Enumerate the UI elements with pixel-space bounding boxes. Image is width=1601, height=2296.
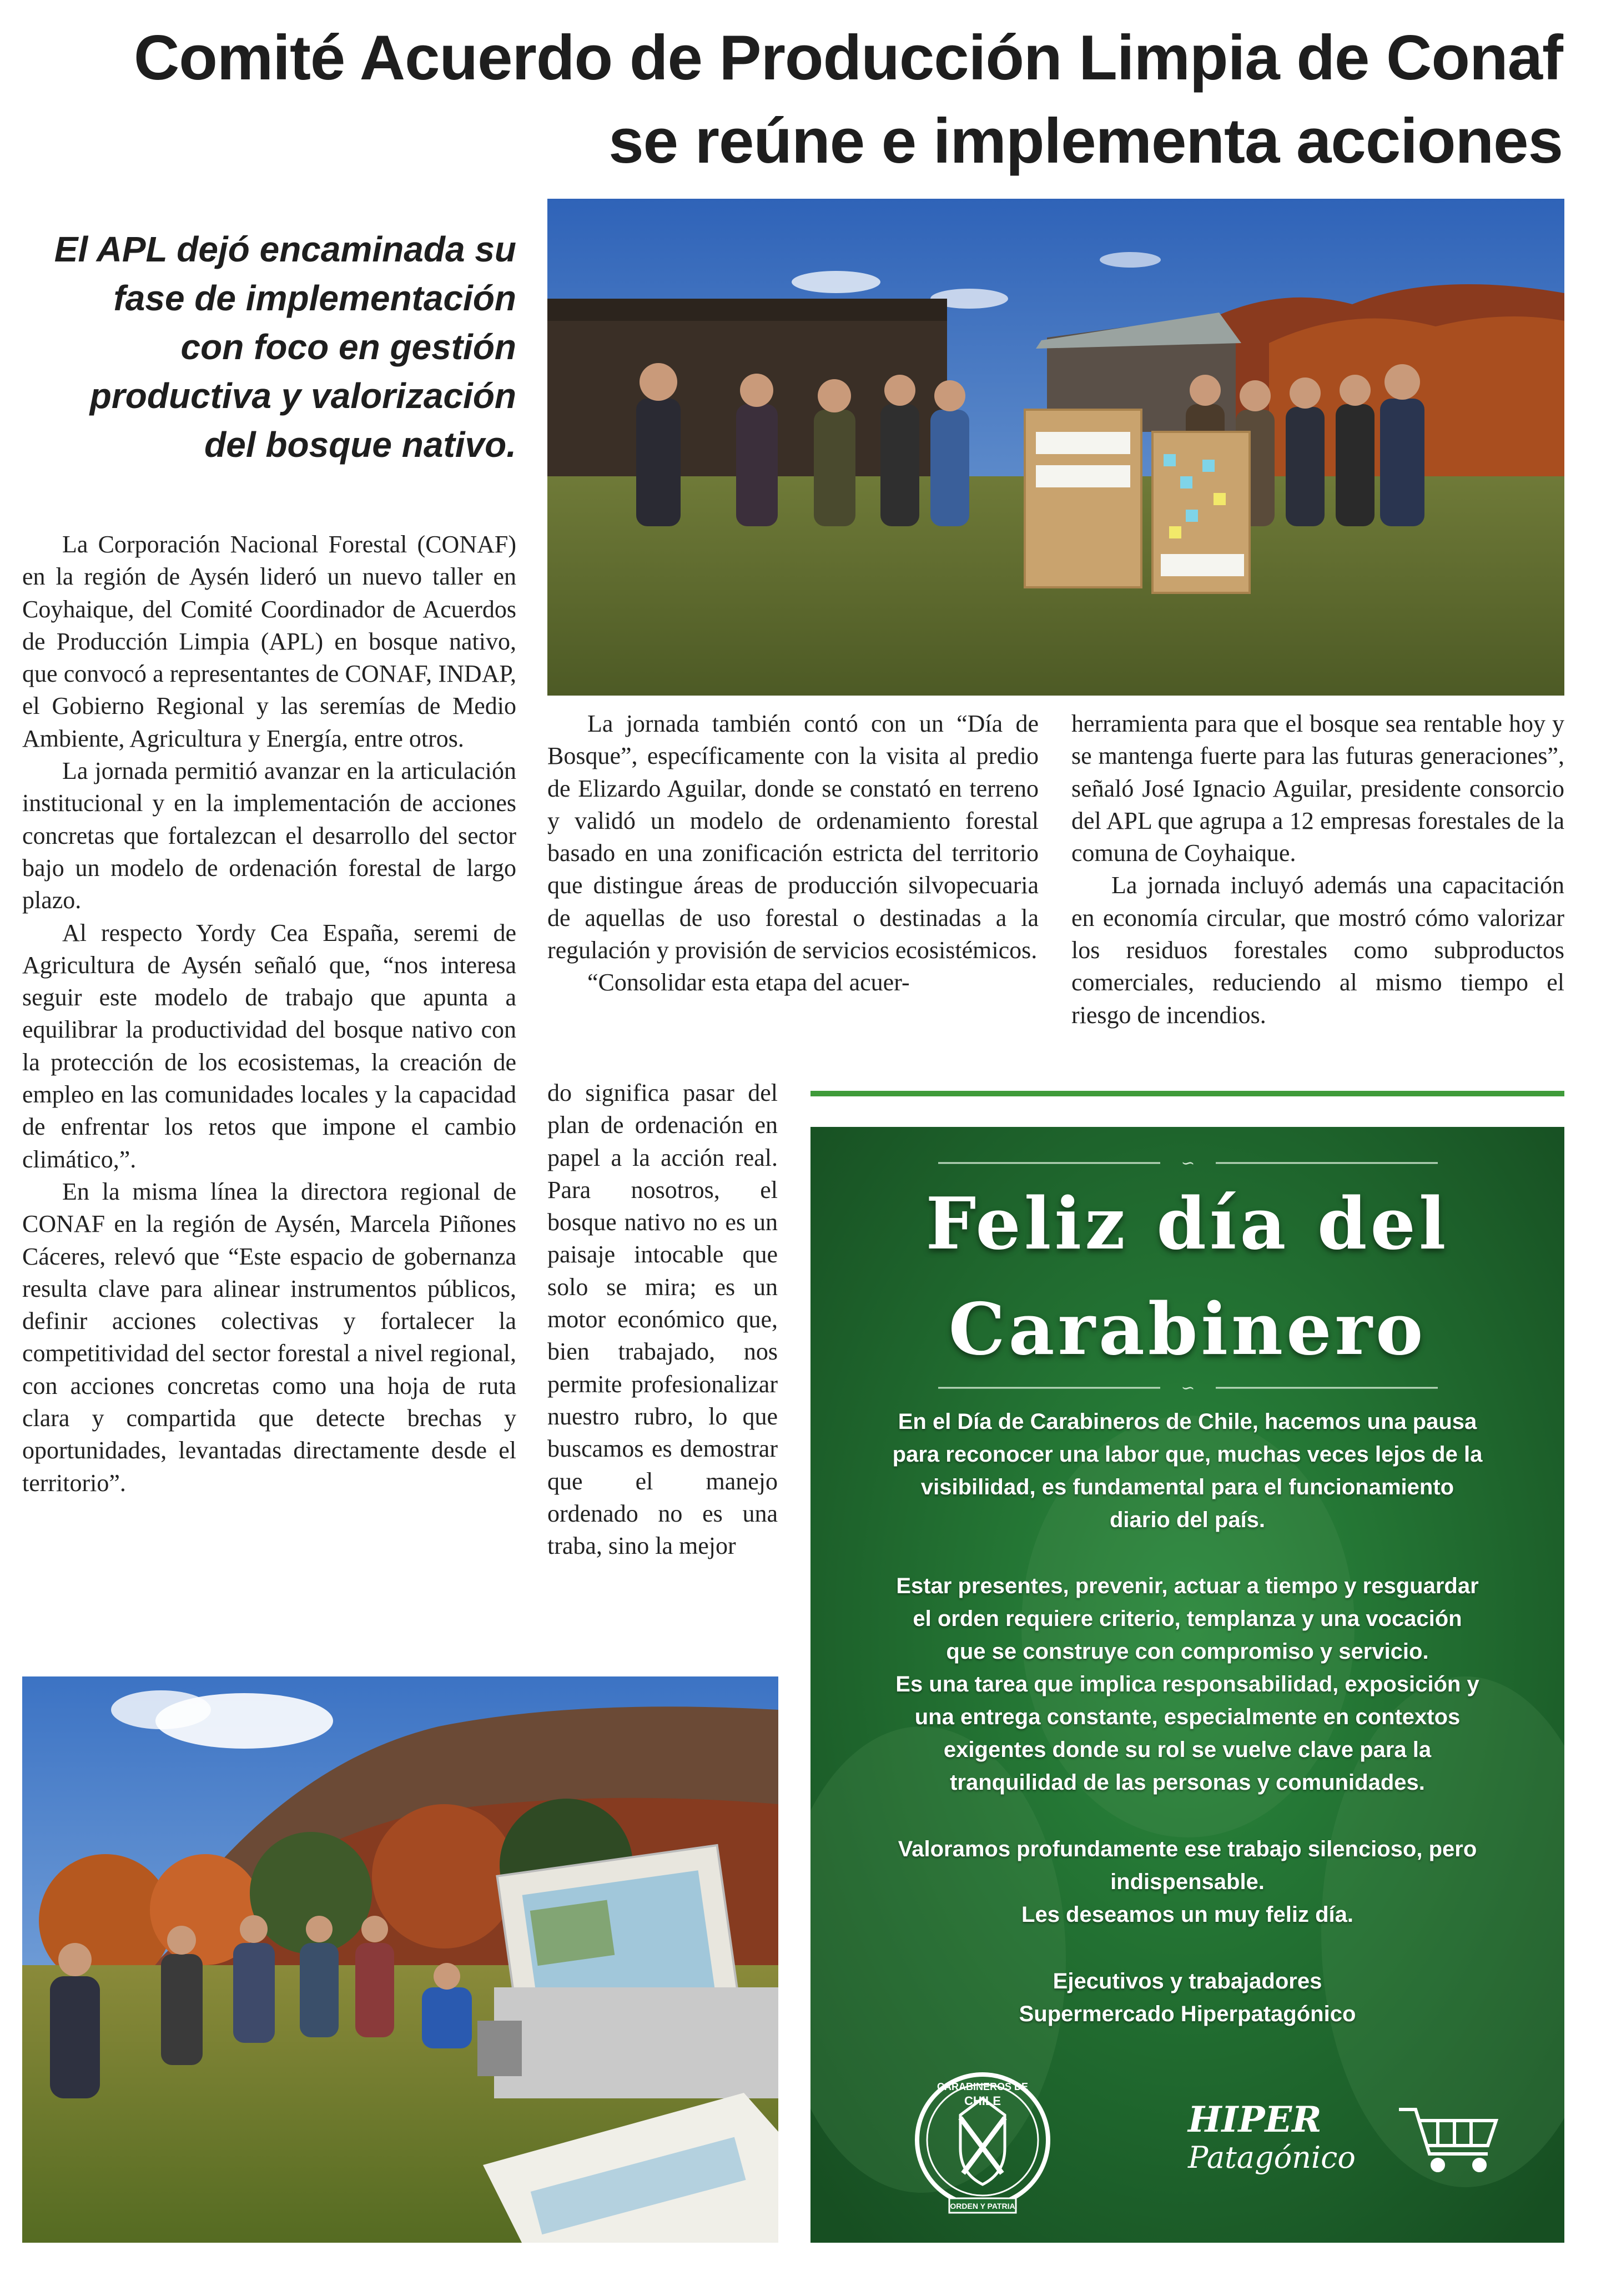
article-column-3 — [1071, 708, 1564, 1031]
ad-text-line: tranquilidad de las personas y comunidades. — [950, 1770, 1425, 1795]
subhead-line-5: del bosque nativo. — [204, 425, 516, 465]
ad-paragraph-1 — [810, 1406, 1564, 1537]
svg-text:∽: ∽ — [1181, 1154, 1195, 1173]
ad-text-line: En el Día de Carabineros de Chile, hacemos una pausa — [898, 1409, 1477, 1434]
ad-paragraph-3 — [810, 1833, 1564, 1931]
ad-signature — [810, 1965, 1564, 2031]
headline-line-2: se reúne e implementa acciones — [608, 106, 1563, 177]
shopping-cart-icon — [1399, 2109, 1496, 2171]
svg-text:∽: ∽ — [1181, 1378, 1195, 1398]
article-column-2 — [547, 708, 1039, 999]
subhead-line-3: con foco en gestión — [180, 327, 516, 367]
ad-text-line: exigentes donde su rol se vuelve clave para la — [943, 1738, 1432, 1762]
badge-top-text: CARABINEROS DE — [937, 2081, 1029, 2092]
subhead-line-2: fase de implementación — [113, 278, 516, 318]
article-paragraph: La jornada incluyó además una capacitación en economía circular, que mostró cómo valorizar los residuos forestales como subproductos comerciales, reduciendo al mismo tiempo el riesgo de incendios. — [1071, 872, 1564, 1029]
ad-text-line: indispensable. — [1110, 1870, 1265, 1894]
ad-text-line: Estar presentes, prevenir, actuar a tiempo y resguardar — [896, 1574, 1479, 1598]
article-paragraph: La jornada permitió avanzar en la articulación institucional y en la implementación de acciones concretas que fortalezcan el desarrollo del sector bajo un modelo de ordenación forestal de largo plazo. — [22, 757, 516, 914]
ad-text-line: Es una tarea que implica responsabilidad, exposición y — [895, 1672, 1479, 1696]
ad-signature-line: Supermercado Hiperpatagónico — [1019, 2002, 1356, 2026]
ad-text-line: para reconocer una labor que, muchas veces lejos de la — [892, 1442, 1483, 1467]
badge-country-text: CHILE — [964, 2094, 1001, 2108]
article-paragraph: En la misma línea la directora regional de CONAF en la región de Aysén, Marcela Piñones Cáceres, relevó que “Este espacio de gobernanza resulta clave para alinear instrumentos públicos, definir acciones colectivas y fortalecer la competitividad del sector forestal a nivel regional, con acciones concretas como una hoja de ruta clara y compartida que detecte brechas y oportunidades, levantadas directamente desde el territorio”. — [22, 1177, 516, 1497]
ad-paragraph-2 — [810, 1570, 1564, 1799]
subhead-line-1: El APL dejó encaminada su — [54, 229, 516, 269]
article-headline — [33, 17, 1563, 183]
article-paragraph: “Consolidar esta etapa del acuer- — [587, 969, 910, 996]
article-column-2-narrow — [547, 1077, 778, 1562]
article-paragraph: La Corporación Nacional Forestal (CONAF) en la región de Aysén lideró un nuevo taller en Coyhaique, del Comité Coordinador de Acuerdos de Producción Limpia (APL) en bosque nativo, que convocó a representantes de CONAF, INDAP, el Gobierno Regional y las seremías de Medio Ambiente, Agricultura y Energía, entre otros. — [22, 531, 516, 752]
ad-text-line: Valoramos profundamente ese trabajo silencioso, pero — [898, 1837, 1477, 1861]
article-paragraph: do significa pasar del plan de ordenación en papel a la acción real. Para nosotros, el bosque nativo no es un paisaje intocable que solo se mira; es un motor económico que, bien trabajado, nos permite profesionalizar nuestro rubro, lo que buscamos es demostrar que el manejo ordenado no es una traba, sino la mejor — [547, 1079, 778, 1560]
article-column-1 — [22, 528, 516, 1499]
group-photo — [547, 199, 1564, 696]
article-paragraph: La jornada también contó con un “Día de Bosque”, específicamente con la visita al predio de Elizardo Aguilar, donde se constató en terreno y validó un modelo de ordenamiento forestal basado en una zonificación estricta del territorio que distingue áreas de producción silvopecuaria de aquellas de uso forestal o destinadas a la regulación y provisión de servicios ecosistémicos. — [547, 710, 1039, 964]
ad-text-line: diario del país. — [1109, 1508, 1266, 1532]
ad-text-line: una entrega constante, especialmente en contextos — [914, 1705, 1461, 1729]
ad-title-line-1: Feliz día del — [925, 1182, 1449, 1266]
badge-bottom-text: ORDEN Y PATRIA — [950, 2202, 1015, 2211]
subhead-line-4: productiva y valorización — [89, 376, 516, 416]
ad-text-line: que se construye con compromiso y servicio. — [946, 1639, 1429, 1664]
ad-text-line: el orden requiere criterio, templanza y una vocación — [913, 1607, 1462, 1631]
article-paragraph: herramienta para que el bosque sea rentable hoy y se mantenga fuerte para las futuras generaciones”, señaló José Ignacio Aguilar, presidente consorcio del APL que agrupa a 12 empresas forestales de la comuna de Coyhaique. — [1071, 710, 1564, 867]
ad-title-line-2: Carabinero — [948, 1288, 1427, 1371]
headline-line-1: Comité Acuerdo de Producción Limpia de Conaf — [133, 23, 1563, 93]
hiper-patagonico-logo — [1177, 2087, 1510, 2182]
article-paragraph: Al respecto Yordy Cea España, seremi de Agricultura de Aysén señaló que, “nos interesa seguir este modelo de trabajo que apunta a equilibrar la productividad del bosque nativo con la protección de los ecosistemas, la creación de empleo en las comunidades locales y la capacidad de enfrentar los retos que impone el cambio climático,”. — [22, 919, 516, 1173]
ad-text-line: visibilidad, es fundamental para el funcionamiento — [920, 1475, 1454, 1499]
ad-signature-line: Ejecutivos y trabajadores — [1053, 1969, 1322, 1993]
carabineros-badge-icon — [910, 2065, 1055, 2221]
field-visit-photo — [22, 1676, 778, 2243]
article-subheadline — [22, 225, 516, 469]
ad-title — [810, 1171, 1564, 1382]
logo-patagonico-text: Patagónico — [1188, 2140, 1356, 2175]
logo-hiper-text: HIPER — [1188, 2099, 1322, 2141]
section-divider — [810, 1091, 1564, 1096]
ad-text-line: Les deseamos un muy feliz día. — [1021, 1902, 1353, 1927]
